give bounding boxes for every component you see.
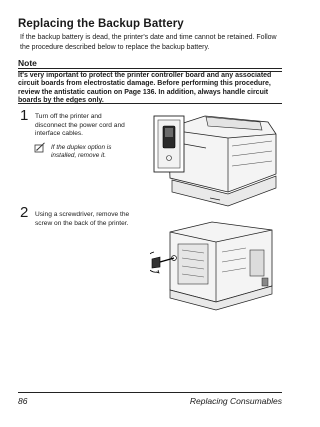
step-text: Turn off the printer and disconnect the power cord and interface cables.	[35, 113, 125, 138]
note-rule-bottom	[18, 103, 282, 104]
note-heading: Note	[18, 58, 37, 68]
footer-section-title: Replacing Consumables	[189, 396, 282, 406]
printer-power-switch-illustration	[150, 108, 282, 208]
note-pencil-icon	[34, 142, 46, 153]
intro-paragraph: If the backup battery is dead, the printer's date and time cannot be retained. Follow the procedure described below to replace the backup battery.	[20, 34, 277, 51]
step-number: 2	[20, 204, 29, 221]
page-number: 86	[18, 396, 28, 406]
footer-rule	[18, 392, 282, 393]
page-title: Replacing the Backup Battery	[18, 18, 184, 30]
note-rule-top-thin	[18, 71, 282, 72]
printer-back-screw-illustration	[150, 216, 282, 316]
tip-text: If the duplex option is installed, remove it.	[51, 144, 112, 160]
step-text: Using a screwdriver, remove the screw on the back of the printer.	[35, 211, 130, 227]
step-number: 1	[20, 107, 29, 124]
note-rule-top	[18, 68, 282, 69]
note-body: It's very important to protect the printer controller board and any associated circuit boards from electrostatic damage. Before performing this procedure, review the antistatic caution on Page 136. In addition, always handle circuit boards by the edges only.	[18, 72, 272, 105]
